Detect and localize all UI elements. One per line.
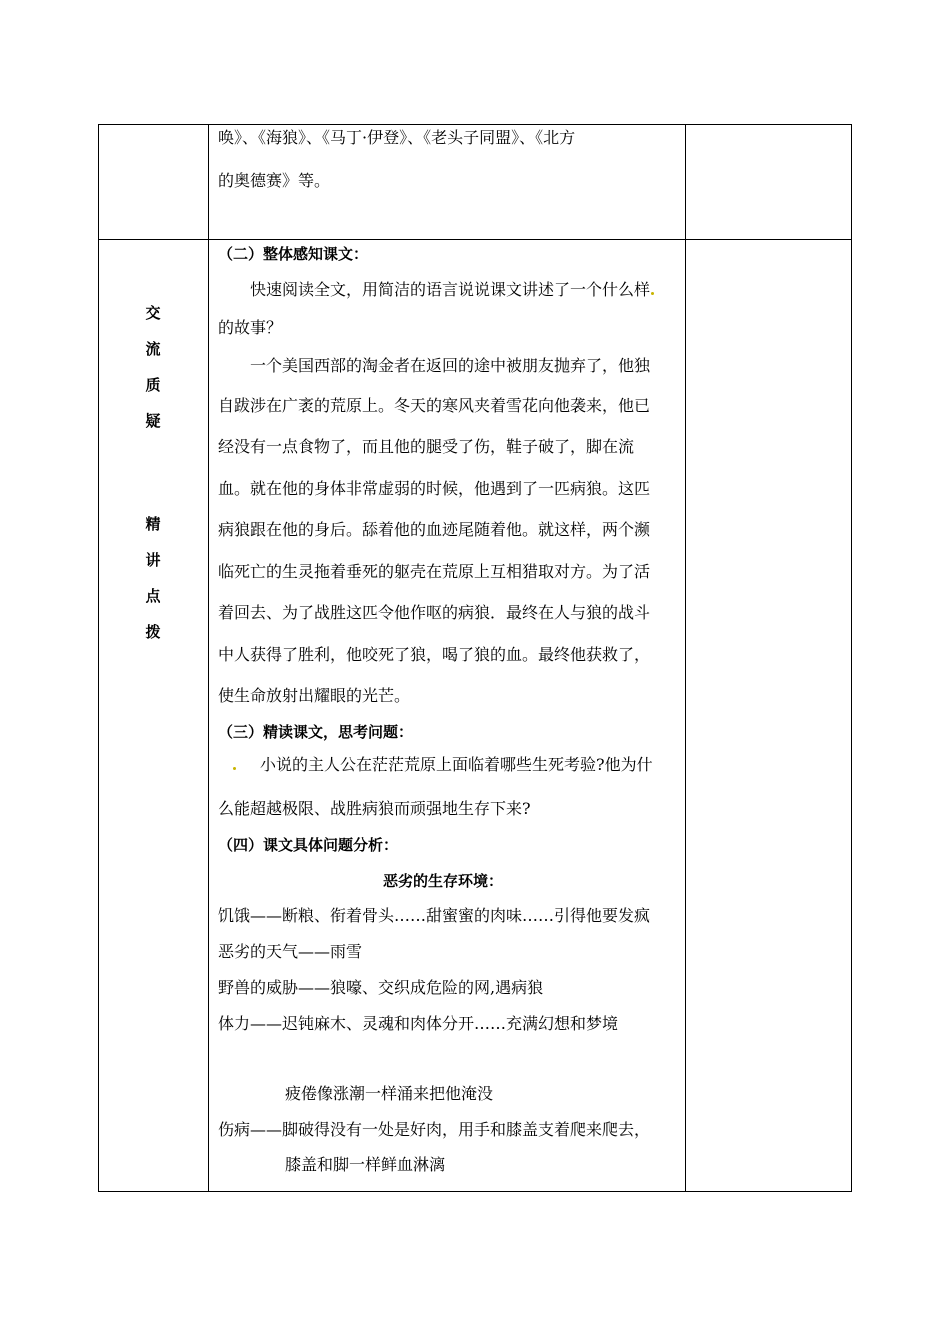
side-char: 精 bbox=[145, 515, 161, 533]
column-divider-2 bbox=[685, 124, 686, 1192]
mark-dot bbox=[233, 767, 236, 770]
analysis-item: 饥饿——断粮、衔着骨头……甜蜜蜜的肉味……引得他要发疯 bbox=[218, 906, 651, 925]
section2-heading: （二）整体感知课文： bbox=[218, 245, 369, 263]
section3-heading: （三）精读课文，思考问题： bbox=[218, 723, 414, 741]
analysis-item: 伤病——脚破得没有一处是好肉，用手和膝盖支着爬来爬去， bbox=[218, 1120, 651, 1139]
summary-line-4: 血。就在他的身体非常虚弱的时候，他遇到了一匹病狼。这匹 bbox=[218, 479, 651, 498]
side-char: 流 bbox=[145, 340, 161, 358]
table-right-border bbox=[851, 124, 852, 1192]
summary-line-7: 着回去、为了战胜这匹令他作呕的病狼．最终在人与狼的战斗 bbox=[218, 603, 651, 622]
section3-question-1: 小说的主人公在茫茫荒原上面临着哪些生死考验?他为什 bbox=[232, 754, 653, 776]
summary-line-3: 经没有一点食物了，而且他的腿受了伤，鞋子破了，脚在流 bbox=[218, 437, 635, 456]
row1-line-1: 唤》、《海狼》、《马丁·伊登》、《老头子同盟》、《北方 bbox=[218, 128, 576, 147]
column-divider-1 bbox=[208, 124, 209, 1192]
side-char: 质 bbox=[145, 376, 161, 394]
section2-prompt-1: 快速阅读全文，用简洁的语言说说课文讲述了一个什么样 bbox=[250, 279, 655, 301]
side-char: 点 bbox=[145, 587, 161, 605]
section4-heading: （四）课文具体问题分析： bbox=[218, 836, 399, 854]
summary-line-8: 中人获得了胜利，他咬死了狼，喝了狼的血。最终他获救了， bbox=[218, 645, 651, 664]
summary-line-1: 一个美国西部的淘金者在返回的途中被朋友抛弃了，他独 bbox=[250, 356, 651, 375]
section4-subheading: 恶劣的生存环境： bbox=[383, 872, 504, 890]
analysis-item: 野兽的威胁——狼嚎、交织成危险的网,遇病狼 bbox=[218, 978, 544, 997]
table-bottom-border bbox=[98, 1191, 852, 1192]
mark-dot bbox=[651, 292, 654, 295]
row1-line-2: 的奥德赛》等。 bbox=[218, 171, 331, 190]
summary-line-5: 病狼跟在他的身后。舔着他的血迹尾随着他。就这样，两个濒 bbox=[218, 520, 651, 539]
analysis-item: 膝盖和脚一样鲜血淋漓 bbox=[285, 1155, 446, 1174]
analysis-item: 恶劣的天气——雨雪 bbox=[218, 942, 363, 961]
summary-line-9: 使生命放射出耀眼的光芒。 bbox=[218, 686, 411, 705]
side-char: 拨 bbox=[145, 623, 161, 641]
table-top-border bbox=[98, 124, 852, 125]
section2-prompt-2: 的故事？ bbox=[218, 318, 283, 337]
row-divider bbox=[98, 239, 852, 240]
side-char: 疑 bbox=[145, 412, 161, 430]
side-char: 交 bbox=[145, 304, 161, 322]
table-left-border bbox=[98, 124, 99, 1192]
summary-line-2: 自跋涉在广袤的荒原上。冬天的寒风夹着雪花向他袭来，他已 bbox=[218, 396, 651, 415]
summary-line-6: 临死亡的生灵拖着垂死的躯壳在荒原上互相猎取对方。为了活 bbox=[218, 562, 651, 581]
analysis-item: 体力——迟钝麻木、灵魂和肉体分开……充满幻想和梦境 bbox=[218, 1014, 619, 1033]
section3-question-2: 么能超越极限、战胜病狼而顽强地生存下来? bbox=[218, 799, 531, 818]
side-char: 讲 bbox=[145, 551, 161, 569]
analysis-item: 疲倦像涨潮一样涌来把他淹没 bbox=[285, 1084, 494, 1103]
